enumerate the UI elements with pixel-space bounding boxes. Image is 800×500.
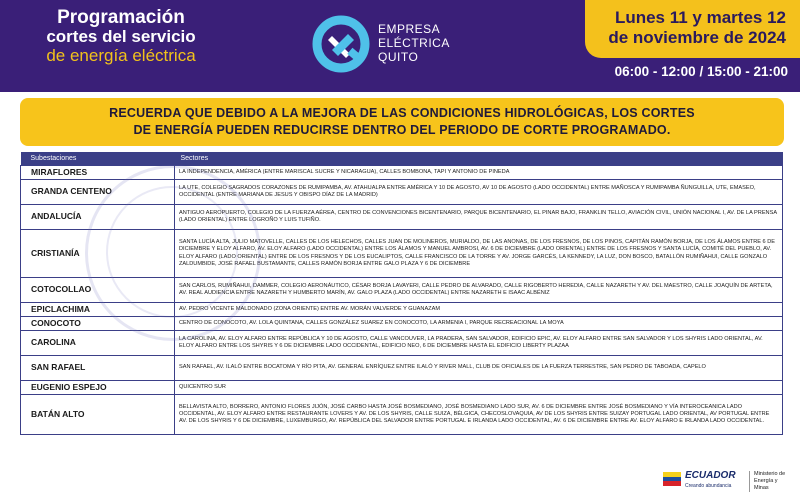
eeq-logo [312,14,482,74]
sector-list: QUICENTRO SUR [175,381,783,395]
table-row [21,356,783,381]
header-banner [0,0,800,92]
table-row [21,303,783,317]
date-line-1: Lunes 11 y martes 12 [614,8,786,27]
notice-line-1: RECUERDA QUE DEBIDO A LA MEJORA DE LAS CONDICIONES HIDROLÓGICAS, LOS CORTES [109,106,695,120]
table-row [21,205,783,230]
substation-name: CAROLINA [21,331,175,356]
substation-name: GRANDA CENTENO [21,180,175,205]
sector-list: LA CAROLINA, AV. ELOY ALFARO ENTRE REPÚBLICA Y 10 DE AGOSTO, CALLE VANCOUVER, LA PRADERA, SAN SALVADOR, EDIFICIO EPIC, AV. ELOY ALFARO ENTRE SAN SALVADOR Y LOS SHYRIS LADO ORIENTAL, AV. ELOY ALFARO ENTRE LOS SHYRIS Y 6 DE DICIEMBRE LADO OCCIDENTAL, EDIFICIO NEO, 6 DE DICIEMBRE HASTA EL EDIFICIO LIBERTY PLAZAA [175,331,783,356]
title-line-3: de energía eléctrica [46,46,196,65]
substation-name: EUGENIO ESPEJO [21,381,175,395]
column-header-sectors: Sectores [175,152,783,166]
table-row [21,381,783,395]
substation-name: CRISTIANÍA [21,230,175,278]
outage-table [20,152,783,435]
title-line-2: cortes del servicio [46,27,196,46]
schedule-hours: 06:00 - 12:00 / 15:00 - 21:00 [614,64,788,79]
substation-name: COTOCOLLAO [21,278,175,303]
sector-list: LA INDEPENDENCIA, AMÉRICA (ENTRE MARISCAL SUCRE Y NICARAGUA), CALLES BOMBONA, TAPI Y ANTONIO DE PINEDA [175,166,783,180]
title-line-1: Programación [57,7,185,28]
substation-name: MIRAFLORES [21,166,175,180]
ministry-line-2: Energía y Minas [754,478,778,491]
sector-list: ANTIGUO AEROPUERTO, COLEGIO DE LA FUERZA AÉREA, CENTRO DE CONVENCIONES BICENTENARIO, PARQUE BICENTENARIO, EL PINAR BAJO, FRANKLIN TELLO, AVIACIÓN CIVIL, UNIÓN NACIONAL I, AV. DE LA PRENSA (LADO ORIENTAL) ENTRE LOGROÑO Y LUIS TUFIÑO. [175,205,783,230]
sector-list: AV. PEDRO VICENTE MALDONADO (ZONA ORIENTE) ENTRE AV. MORÁN VALVERDE Y GUANAZAM [175,303,783,317]
table-row [21,278,783,303]
sector-list: SAN RAFAEL, AV. ILALÓ ENTRE BOCATOMA Y RÍO PITA, AV. GENERAL ENRÍQUEZ ENTRE ILALÓ Y RIVER MALL, CLUB DE OFICIALES DE LA FUERZA TERRESTRE, SAN PEDRO DE TABOADA, CAPELO [175,356,783,381]
ministry-line-1: Ministerio de [754,471,786,477]
notice-banner [20,98,784,146]
ministry-label [749,471,793,492]
logo-text-3: QUITO [378,50,419,64]
page-title [26,8,216,65]
substation-name: CONOCOTO [21,317,175,331]
table-row [21,317,783,331]
sector-list: SAN CARLOS, RUMIÑAHUI, DAMMER, COLEGIO AERONÁUTICO, CÉSAR BORJA LAVAYERI, CALLE PEDRO DE ALVARADO, CALLE RIGOBERTO HEREDIA, CALLE NAZARETH Y AV. DEL MAESTRO, CALLE JOAQUÍN DE ARTETA, AV. REAL AUDIENCIA ENTRE NAZARETH Y HUMBERTO MARÍN, AV. GALO PLAZA (LADO OCCIDENTAL) ENTRE NAZARETH E ISAAC ALBÉNIZ [175,278,783,303]
table-row [21,166,783,180]
eeq-logo-icon [312,14,370,74]
notice-line-2: DE ENERGÍA PUEDEN REDUCIRSE DENTRO DEL PERIODO DE CORTE PROGRAMADO. [133,123,671,137]
sector-list: CENTRO DE CONOCOTO, AV. LOLA QUINTANA, CALLES GONZÁLEZ SUAREZ EN CONOCOTO, LA ARMENIA I, PARQUE RECREACIONAL LA MOYA [175,317,783,331]
sector-list: LA UTE, COLEGIO SAGRADOS CORAZONES DE RUMIPAMBA, AV. ATAHUALPA ENTRE AMÉRICA Y 10 DE AGOSTO, AV 10 DE AGOSTO (LADO OCCIDENTAL) ENTRE MAÑOSCA Y RUMIPAMBA ÑUNGUILLA, UTE, EMASEO, OCCIDENTAL (ENTRE MARIANA DE JESUS Y OBISPO DÍAZ DE LA MADRID) [175,180,783,205]
substation-name: SAN RAFAEL [21,356,175,381]
table-row [21,180,783,205]
substation-name: BATÁN ALTO [21,395,175,435]
footer-logo [663,466,793,494]
table-row [21,331,783,356]
logo-text-2: ELÉCTRICA [378,36,450,50]
footer-brand-sub: Creando abundancia [685,483,732,489]
date-box [585,0,800,58]
date-line-2: de noviembre de 2024 [608,28,786,47]
table-header-row [21,152,783,166]
table-row [21,395,783,435]
ecuador-flag-icon [663,472,681,486]
substation-name: ANDALUCÍA [21,205,175,230]
footer-brand: ECUADOR [685,470,736,481]
substation-name: EPICLACHIMA [21,303,175,317]
sector-list: SANTA LUCÍA ALTA, JULIO MATOVELLE, CALLES DE LOS HELECHOS, CALLES JUAN DE MOLINEROS, MURIALDO, DE LAS ANONAS, DE LOS FRESNOS, DE LOS PINOS, CAPITÁN RAMÓN BORJA, DE LOS ÁLAMOS ENTRE 6 DE DICIEMBRE Y ELOY ALFARO, AV. ELOY ALFARO (LADO OCCIDENTAL) ENTRE LOS ÁLAMOS Y MANUEL AMBROSI, AV. 6 DE DICIEMBRE (LADO ORIENTAL) ENTRE DE LOS FRESNOS Y SANTA LUCÍA, COMITÉ DEL PUEBLO, AV. ELOY ALFARO (LADO ORIENTAL) ENTRE DE LOS FRESNOS Y DE LOS EUCALIPTOS, CALLE FRANCISCO DE LA TORRE Y AV. JORGE GARCÉS, LA KENNEDY, LA LUZ, DON BOSCO, BATALLÓN RUMIÑAHUI, CALLE GONZALO ZALDUMBIDE, JOSÉ RAFAEL BUSTAMANTE, CALLES RAMÓN BORJA ENTRE GALO PLAZA Y 6 DE DICIEMBRE [175,230,783,278]
table-row [21,230,783,278]
sector-list: BELLAVISTA ALTO, BORRERO, ANTONIO FLORES JIJÓN, JOSÉ CARBO HASTA JOSÉ BOSMEDIANO, JOSÉ BOSMEDIANO LADO SUR, AV. 6 DE DICIEMBRE ENTRE JOSÉ BOSMEDIANO Y VÍA INTEROCEANICA LADO OCCIDENTAL, AV. ELOY ALFARO ENTRE RESTAURANTE LOVERS Y AV. DE LOS SHYRIS, CALLE SUIZA, BÉLGICA, CHECOSLOVAQUIA, AV DE LOS SHYRIS ENTRE SUIZAY PORTUGAL LADO ORIENTAL, AV PORTUGAL ENTRE AV. DE LOS SHYRIS Y 6 DE DICIEMBRE, LUXEMBURGO, AV. REPÚBLICA DEL SALVADOR ENTRE PORTUGAL E IRLANDA LADO OCCIDENTAL, AV. 6 DE DICIEMBRE ENTRE AV. ELOY ALFARO E IRLANDA LADO OCCIDENTAL. [175,395,783,435]
logo-text-1: EMPRESA [378,22,441,36]
column-header-substations: Subestaciones [21,152,175,166]
